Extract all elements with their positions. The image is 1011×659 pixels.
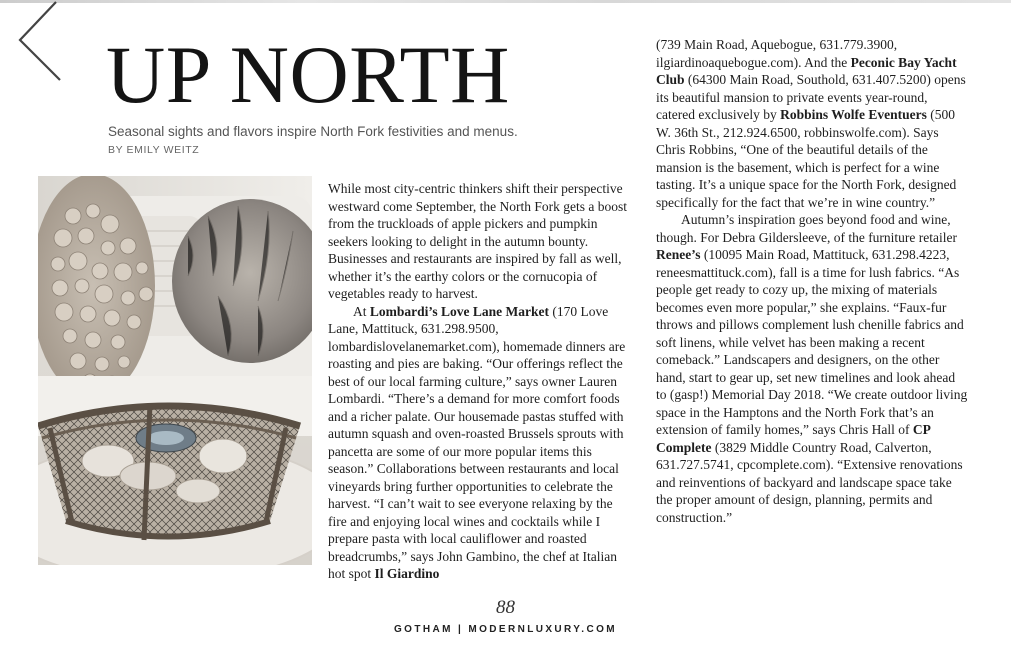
- business-name: Renee’s: [656, 247, 701, 262]
- article-column-2: [656, 36, 969, 526]
- publication-footer: GOTHAM | MODERNLUXURY.COM: [394, 624, 617, 635]
- page-number: 88: [496, 597, 515, 618]
- article-column-1: [328, 180, 634, 583]
- article-photo: [38, 176, 312, 565]
- paragraph: While most city-centric thinkers shift their perspective westward come September, the North Fork gets a boost from the truckloads of apple pickers and pumpkin seekers looking to delight in the autumn bounty. Businesses and restaurants are inspired by fall as well, whether it’s the earthy colors or the cornucopia of vegetables ready to harvest.: [328, 181, 628, 301]
- photo-still-life: [38, 176, 312, 565]
- business-name: Lombardi’s Love Lane Market: [369, 303, 549, 319]
- business-name: CP Complete: [656, 422, 931, 455]
- paragraph: At Lombardi’s Love Lane Market (170 Love Lane, Mattituck, 631.298.9500, lombardislovelanemarket.com), homemade dinners are roasting and pies are baking. “Our offerings reflect the best of our local farming culture,” says owner Lauren Lombardi. “There’s a demand for more comfort foods and a richer palate. Our housemade pastas stuffed with autumn squash and oven-roasted Brussels sprouts with pancetta are some of our more popular items this season.” Collaborations between restaurants and local vineyards bring further opportunities to celebrate the harvest. “I can’t wait to see everyone relaxing by the fire and enjoying local wines and cocktails while I prepare pasta with local cauliflower and roasted breadcrumbs,” says John Gambino, the chef at Italian hot spot Il Giardino: [328, 303, 626, 581]
- business-name: Il Giardino: [374, 566, 440, 581]
- page-subtitle: Seasonal sights and flavors inspire North Fork festivities and menus.: [108, 124, 518, 139]
- business-name: Robbins Wolfe Eventuers: [780, 107, 927, 122]
- top-image-strip: [0, 0, 1011, 3]
- chevron-left-icon: [12, 0, 66, 84]
- byline: BY EMILY WEITZ: [108, 144, 200, 156]
- paragraph: (739 Main Road, Aquebogue, 631.779.3900, ilgiardinoaquebogue.com). And the Peconic Bay Yacht Club (64300 Main Road, Southold, 631.407.5200) opens its beautiful mansion to private events year-round, catered exclusively by Robbins Wolfe Eventuers (500 W. 36th St., 212.924.6500, robbinswolfe.com). Says Chris Robbins, “One of the beautiful details of the mansion is the basement, which is perfect for a wine tasting. It’s a unique space for the North Fork, designed specifically for the fact that we’re in wine country.”: [656, 37, 966, 210]
- paragraph: Autumn’s inspiration goes beyond food and wine, though. For Debra Gildersleeve, of the furniture retailer Renee’s (10095 Main Road, Mattituck, 631.298.4223, reneesmattituck.com), fall is a time for lush fabrics. “As people get ready to cozy up, the mixing of materials becomes even more popular,” she explains. “Faux-fur throws and pillows complement lush chenille fabrics and soft linens, while velvet has been making a recent comeback.” Landscapers and designers, on the other hand, start to gear up, set new timelines and look ahead to (gasp!) Memorial Day 2018. “We create outdoor living space in the Hamptons and the North Fork that’s an extension of family homes,” says Chris Hall of CP Complete (3829 Middle Country Road, Calverton, 631.727.5741, cpcomplete.com). “Extensive renovations and reinventions of backyard and landscape space take the proper amount of design, planning, permits and construction.”: [656, 212, 968, 525]
- business-name: Peconic Bay Yacht Club: [656, 54, 957, 87]
- back-button[interactable]: [12, 0, 66, 84]
- page-title: UP NORTH: [106, 29, 510, 120]
